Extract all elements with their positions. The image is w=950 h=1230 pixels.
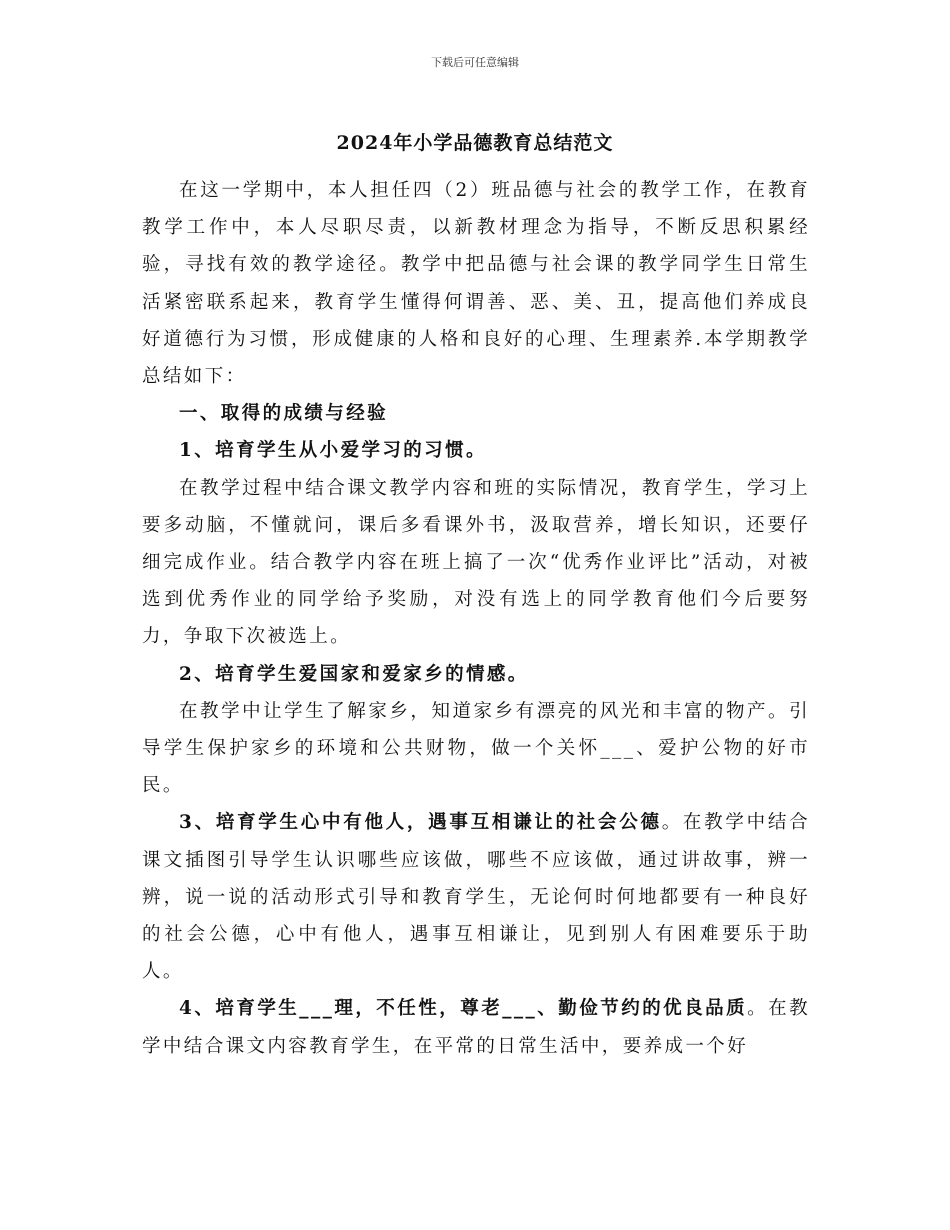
item-paragraph-3: [142, 804, 810, 990]
item-lead-3: 3、培育学生心中有他人，遇事互相谦让的社会公德: [179, 812, 662, 834]
item-body-1: 在教学过程中结合课文教学内容和班的实际情况，教育学生，学习上要多动脑，不懂就问，课后多看课外书，汲取营养，增长知识，还要仔细完成作业。结合教学内容在班上搞了一次“优秀作业评比”活动，对被选到优秀作业的同学给予奖励，对没有选上的同学教育他们今后要努力，争取下次被选上。: [142, 477, 810, 648]
document-body: [142, 172, 810, 1065]
intro-paragraph: 在这一学期中，本人担任四（2）班品德与社会的教学工作，在教育教学工作中，本人尽职尽责，以新教材理念为指导，不断反思积累经验，寻找有效的教学途径。教学中把品德与社会课的教学同学生日常生活紧密联系起来，教育学生懂得何谓善、恶、美、丑，提高他们养成良好道德行为习惯，形成健康的人格和良好的心理、生理素养.本学期教学总结如下：: [142, 180, 810, 388]
item-heading-2: 2、培育学生爱国家和爱家乡的情感。: [179, 663, 529, 685]
header-note: 下载后可任意编辑: [431, 56, 519, 69]
item-body-2: 在教学中让学生了解家乡，知道家乡有漂亮的风光和丰富的物产。引导学生保护家乡的环境和公共财物，做一个关怀___、爱护公物的好市民。: [142, 700, 810, 797]
document-title: 2024年小学品德教育总结范文: [336, 132, 614, 154]
item-body-4: 。在教学中结合课文内容教育学生，在平常的日常生活中，要养成一个好: [142, 998, 810, 1057]
item-body-3: 。在教学中结合课文插图引导学生认识哪些应该做，哪些不应该做，通过讲故事，辨一辨，说一说的活动形式引导和教育学生，无论何时何地都要有一种良好的社会公德，心中有他人，遇事互相谦让，见到别人有困难要乐于助人。: [142, 812, 810, 983]
item-heading-1: 1、培育学生从小爱学习的习惯。: [179, 440, 487, 462]
section-heading-achievements: 一、取得的成绩与经验: [179, 403, 389, 425]
item-paragraph-4: [142, 990, 810, 1064]
item-lead-4: 4、培育学生___理，不任性，尊老___、勤俭节约的优良品质: [179, 998, 748, 1020]
